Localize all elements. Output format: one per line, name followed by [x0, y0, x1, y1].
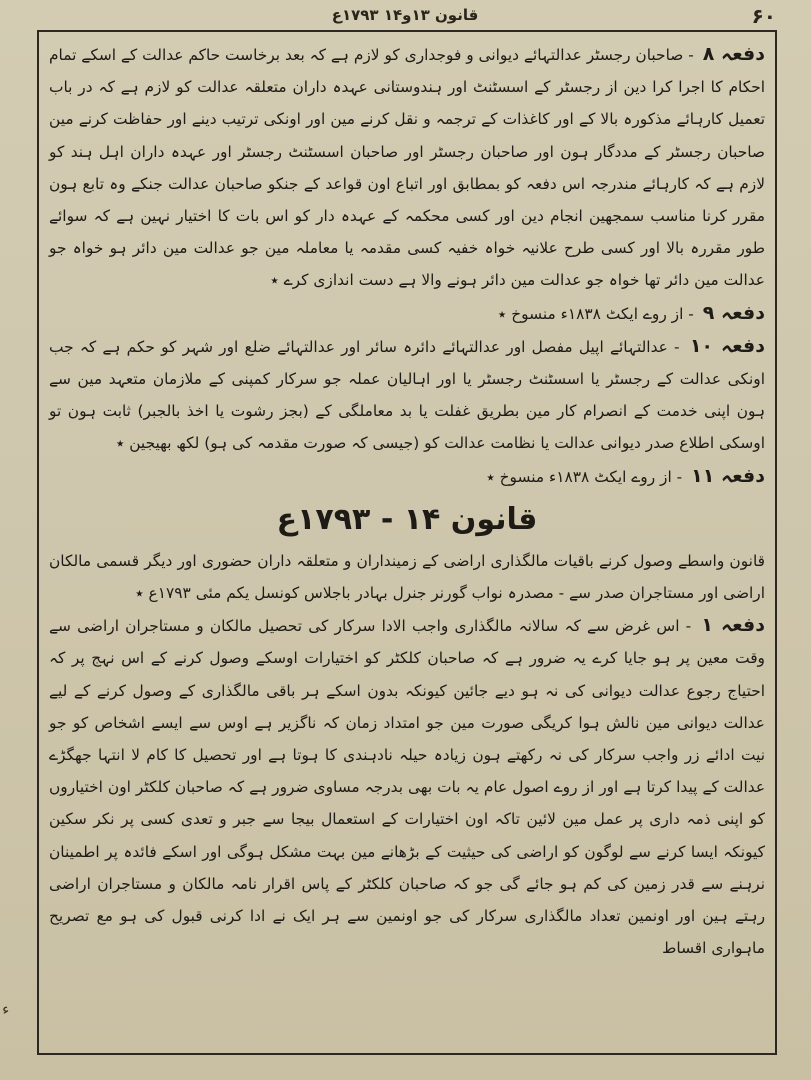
section-11-label: دفعہ ۱۱ — [691, 464, 765, 487]
section-8-text: - صاحبان رجسٹر عدالتہائے دیوانی و فوجداری کو لازم ہے کہ بعد برخاست حاکم عدالت کے اسکے تمام احکام کا اجرا کرا دین از رجسٹر کے اسسٹنٹ اور ہندوستانی عہدہ داران متعلقہ عدالت کو لازم ہے کہ در باب تعمیل کارہائے مذکورہ بالا کے اور کاغذات کے ترجمہ و نقل کرنے مین اور اونکی ترتیب دینے اور حفاظت کرنے مین صاحبان رجسٹر کے مددگار ہون اور صاحبان رجسٹر اور صاحبان اسسٹنٹ رجسٹر اور عہدہ داران اہل ہند کو لازم ہے کہ کارہائے مندرجہ اس دفعہ کو بمطابق اور اتباع اون قواعد کے جنکو صاحبان عدالت جنکے وہ تابع ہون مقرر کرنا مناسب سمجھین انجام دین اور کسی محکمہ کے عہدہ دار کو اس بات کا اختیار نہین ہے کہ سوائے طور مقررہ بالا اور کسی طرح علانیہ خواہ خفیہ کسی مقدمہ یا معاملہ مین جو عدالت مین دائر ہو خواہ جو عدالت مین دائر تھا خواہ جو عدالت مین دائر ہونے والا ہے دست اندازی کرے ٭ — [49, 46, 765, 290]
section-8 — [49, 38, 765, 297]
section-1-text: - اس غرض سے کہ سالانہ مالگذاری واجب الادا سرکار کی تحصیل مالکان و مستاجران اراضی سے وقت معین پر ہو جایا کرے یہ ضرور ہے کہ صاحبان کلکٹر کو اختیارات اوسکے وصول کرنے کے اس نہج پر کہ احتیاج رجوع عدالت دیوانی کی نہ ہو دیے جائین کیونکہ بدون اسکے ہر باقی مالگذاری کے وصول کرنے کے لیے عدالت دیوانی مین نالش ہوا کریگی صورت مین جو امتداد زمان کہ ناگزیر ہے اوس سے ایسے اشخاص کو جو نیت ادائے زر واجب سرکار کی نہ رکھتے ہون زیادہ حیلہ نادہندی کا ہوتا ہے اور تحصیل کا کام لا انتہا جھگڑے عدالت کے پیدا کرتا ہے اور از روے اصول عام یہ بات بھی بدرجہ مساوی ضرور ہے کہ صاحبان کلکٹر اون اختیاروں کو اپنی ذمہ داری پر عمل مین لائین تاکہ اون اختیارات کے استعمال بیجا سے جبر و تعدی کسی پر نکر سکین کیونکہ ایسا کرنے سے لوگون کو اراضی کی حیثیت کے بڑھانے مین بہت مشکل ہوگی اور اسکے فائدہ پر اطمینان نرہنے سے قدر زمین کی کم ہو جائے گی جو کہ صاحبان کلکٹر کے پاس اقرار نامہ مالکان و مستاجران اراضی رہتے ہین اور اونمین تعداد مالگذاری سرکار کی جو اونمین سے ہر ایک نے ادا کرنی قبول کی ہو مع تصریح ماہواری اقساط — [49, 617, 765, 958]
section-11 — [49, 460, 765, 493]
law-title: قانون ۱۴ - ۱۷۹۳ع — [276, 501, 538, 537]
section-10 — [49, 330, 765, 460]
running-head: قانون ۱۳و۱۴ ۱۷۹۳ع — [331, 6, 479, 24]
section-8-label: دفعہ ۸ — [702, 43, 765, 65]
section-9 — [49, 297, 765, 330]
section-9-text: - از روے ایکٹ ۱۸۳۸ء منسوخ ٭ — [497, 304, 694, 323]
section-10-label: دفعہ ۱۰ — [689, 334, 765, 357]
section-11-text: - از روے ایکٹ ۱۸۳۸ء منسوخ ٭ — [486, 467, 683, 486]
law-preamble: قانون واسطے وصول کرنے باقیات مالگذاری اراضی کے زمینداران و متعلقہ داران حضوری اور دیگر قسمی مالکان اراضی اور مستاجران صدر سے - مصدرہ نواب گورنر جنرل بہادر باجلاس کونسل یکم مئی ۱۷۹۳ع ٭ — [49, 551, 765, 603]
text-frame — [37, 30, 777, 1055]
section-10-text: - عدالتہائے اپیل مفصل اور عدالتہائے دائرہ سائر اور عدالتہائے ضلع اور شہر کو حکم ہے کہ جب اونکی عدالت کے رجسٹر یا اسسٹنٹ رجسٹر یا اور اہالیان عملہ جو سرکار کمپنی کے ملازمان متعہد مین سے ہون اپنی خدمت کے انصرام کار مین بطریق غفلت یا بد معاملگی کے (بجز رشوت یا اخذ بالجبر) ثابت ہون تو اوسکی اطلاع صدر دیوانی عدالت یا نظامت عدالت کو (جیسی کہ صورت مقدمہ کی ہو) لکھ بھیجین ٭ — [49, 337, 765, 453]
margin-note: ء — [0, 999, 11, 1019]
section-1 — [49, 609, 765, 964]
section-9-label: دفعہ ۹ — [702, 301, 765, 324]
section-1-label: دفعہ ۱ — [701, 614, 765, 637]
page-number: ۶۰ — [751, 4, 776, 28]
